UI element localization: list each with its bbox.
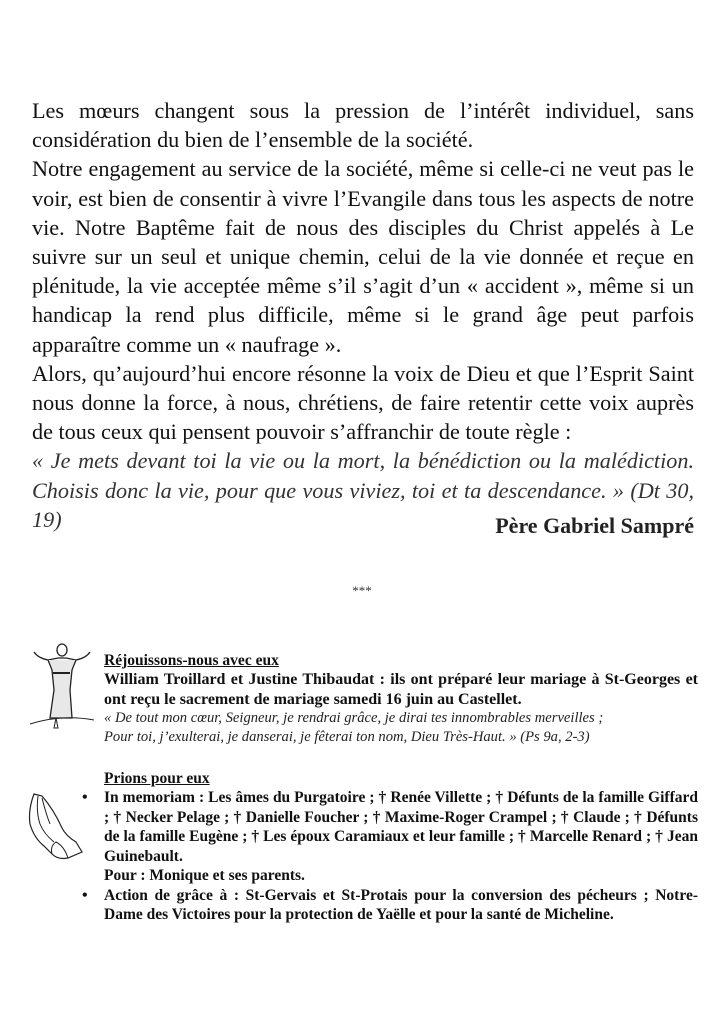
- section-heading: Prions pour eux: [104, 770, 210, 787]
- paragraph: Notre engagement au service de la société, même si celle-ci ne veut pas le voir, est bien de consentir à vivre l’Evangile dans tous les aspects de notre vie. Notre Baptême fait de nous des disciples du Christ appelés à Le suivre sur un seul et unique chemin, celui de la vie donnée et reçue en plénitude, la vie acceptée même s’il s’agit d’un « accident », même si un handicap la rend plus difficile, même si le grand âge peut parfois apparaître comme un « naufrage ».: [32, 156, 694, 357]
- list-item-subtext: Pour : Monique et ses parents.: [104, 867, 305, 884]
- list-item: [82, 886, 698, 925]
- list-item: [82, 788, 698, 886]
- main-article: [32, 96, 694, 534]
- bullet-icon: •: [82, 789, 88, 806]
- rejouissons-section: [104, 651, 698, 747]
- list-item-text: In memoriam : Les âmes du Purgatoire ; † Renée Villette ; † Défunts de la famille Giffard ; † Necker Pelage ; † Danielle Foucher ; † Maxime-Roger Crampel ; † Claude ; † Défunts de la famille Eugène ; † Les époux Caramiaux et leur famille ; † Marcelle Renard ; † Jean Guinebault.: [104, 789, 698, 865]
- list-item-text: Action de grâce à : St-Gervais et St-Protais pour la conversion des pécheurs ; Notre-Dame des Victoires pour la protection de Yaëlle et pour la santé de Micheline.: [104, 886, 698, 923]
- author-signature: Père Gabriel Sampré: [495, 513, 694, 538]
- section-separator: ***: [352, 583, 372, 598]
- risen-christ-figure-icon: [28, 640, 96, 730]
- scripture-quote: « Je mets devant toi la vie ou la mort, la bénédiction ou la malédiction. Choisis donc la vie, pour que vous viviez, toi et ta descendance. » (Dt 30, 19): [32, 448, 694, 532]
- bullet-icon: •: [82, 886, 88, 904]
- paragraph: Les mœurs changent sous la pression de l’intérêt individuel, sans considération du bien de l’ensemble de la société.: [32, 98, 694, 153]
- praying-hands-icon: [24, 790, 88, 862]
- psalm-line: « De tout mon cœur, Seigneur, je rendrai grâce, je dirai tes innombrables merveilles ;: [104, 710, 604, 726]
- section-heading: Réjouissons-nous avec eux: [104, 652, 279, 669]
- psalm-line: Pour toi, j’exulterai, je danserai, je fêterai ton nom, Dieu Très-Haut. » (Ps 9a, 2-3): [104, 729, 590, 745]
- paragraph: Alors, qu’aujourd’hui encore résonne la voix de Dieu et que l’Esprit Saint nous donne la force, à nous, chrétiens, de faire retentir cette voix auprès de tous ceux qui pensent pouvoir s’affranchir de toute règle :: [32, 360, 694, 445]
- prions-section: [82, 769, 698, 925]
- wedding-announcement: William Troillard et Justine Thibaudat : ils ont préparé leur mariage à St-Georges et ont reçu le sacrement de mariage samedi 16 juin au Castellet.: [104, 671, 698, 708]
- prayer-list: [82, 788, 698, 925]
